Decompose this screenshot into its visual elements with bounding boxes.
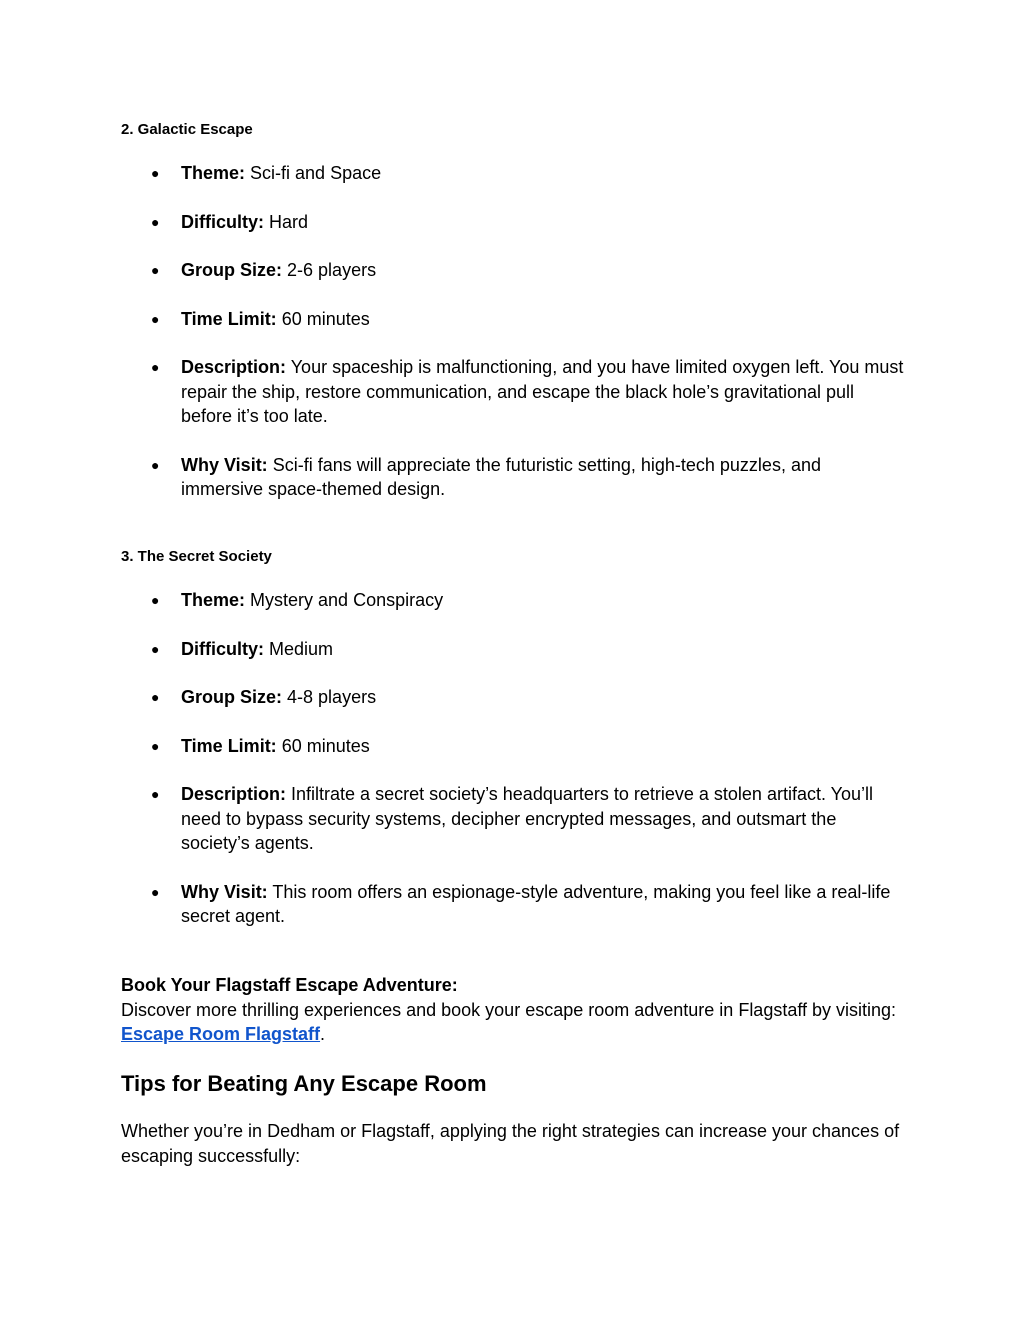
list-item-difficulty (0, 637, 1024, 662)
bullet-icon: ● (151, 737, 160, 754)
bullet-icon: ● (151, 592, 160, 608)
item-text: Infiltrate a secret society’s headquarters to retrieve a stolen artifact. You’ll need to bypass security systems, decipher encrypted messages, and outsmart the society’s agents. (181, 784, 874, 853)
bullet-icon: ● (151, 456, 160, 473)
list-item-description (0, 355, 1024, 429)
item-text: 4-8 players (287, 687, 377, 707)
item-text: Mystery and Conspiracy (250, 590, 444, 610)
item-label: Difficulty: (181, 638, 264, 659)
item-label: Time Limit: (181, 735, 277, 756)
bullet-icon: ● (151, 213, 160, 230)
item-text: This room offers an espionage-style adventure, making you feel like a real-life secret agent. (181, 881, 891, 926)
item-text: 60 minutes (281, 735, 370, 756)
booking-text: Discover more thrilling experiences and book your escape room adventure in Flagstaff by visiting: (121, 999, 897, 1020)
list-item-time-limit (0, 307, 1024, 332)
list-item-time-limit (0, 734, 1024, 759)
item-text: Medium (269, 638, 334, 659)
item-label: Theme: (181, 590, 246, 610)
item-text: Your spaceship is malfunctioning, and you have limited oxygen left. You must repair the ship, restore communication, and escape the black hole’s gravitational pull before it’s too late. (181, 357, 904, 426)
item-text: Sci-fi fans will appreciate the futuristic setting, high-tech puzzles, and immersive space-themed design. (181, 454, 821, 499)
tips-heading: Tips for Beating Any Escape Room (121, 1071, 487, 1096)
section-heading-galactic-escape: 2. Galactic Escape (121, 121, 253, 138)
tips-intro-paragraph: Whether you’re in Dedham or Flagstaff, applying the right strategies can increase your chances of escaping successfully: (121, 1121, 900, 1166)
item-text: Sci-fi and Space (250, 163, 382, 183)
bullet-icon: ● (151, 786, 160, 802)
booking-paragraph (121, 973, 911, 1047)
section-heading-secret-society: 3. The Secret Society (121, 548, 272, 565)
item-label: Why Visit: (181, 454, 268, 475)
item-label: Description: (181, 784, 287, 804)
item-label: Description: (181, 357, 287, 377)
list-item-theme (0, 588, 1024, 613)
item-label: Theme: (181, 163, 246, 183)
bullet-icon: ● (151, 262, 160, 278)
list-item-group-size (0, 258, 1024, 283)
secret-society-details-list (0, 588, 1024, 953)
bullet-icon: ● (151, 883, 160, 900)
item-text: 60 minutes (281, 308, 370, 329)
bullet-icon: ● (151, 165, 160, 181)
booking-text-end: . (320, 1024, 326, 1044)
item-text: Hard (269, 211, 309, 232)
list-item-group-size (0, 685, 1024, 710)
booking-title: Book Your Flagstaff Escape Adventure: (121, 975, 458, 995)
list-item-why-visit (0, 453, 1024, 502)
list-item-why-visit (0, 880, 1024, 929)
item-label: Difficulty: (181, 211, 264, 232)
item-label: Group Size: (181, 687, 283, 707)
galactic-escape-details-list (0, 161, 1024, 526)
bullet-icon: ● (151, 359, 160, 375)
bullet-icon: ● (151, 640, 160, 657)
escape-room-flagstaff-link[interactable]: Escape Room Flagstaff (121, 1024, 321, 1044)
item-label: Why Visit: (181, 881, 268, 902)
item-label: Time Limit: (181, 308, 277, 329)
list-item-description (0, 782, 1024, 856)
list-item-theme (0, 161, 1024, 186)
bullet-icon: ● (151, 689, 160, 705)
bullet-icon: ● (151, 310, 160, 327)
item-label: Group Size: (181, 260, 283, 280)
item-text: 2-6 players (287, 260, 377, 280)
list-item-difficulty (0, 210, 1024, 235)
